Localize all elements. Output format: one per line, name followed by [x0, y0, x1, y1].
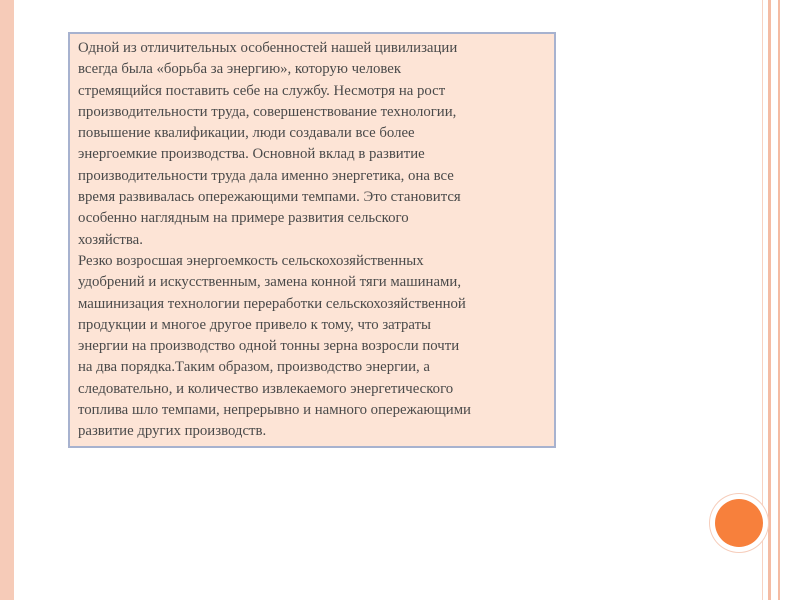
accent-dot-icon	[715, 499, 763, 547]
right-decorative-line	[768, 0, 771, 600]
text-box	[68, 32, 556, 448]
right-decorative-thin-line	[762, 0, 763, 600]
paragraph-2: Резко возросшая энергоемкость сельскохозяйственных удобрений и искусственным, замена конной тяги машинами, машинизация технологии переработки сельскохозяйственной продукции и многое другое привело к тому, что затраты энергии на производство одной тонны зерна возросли почти на два порядка.Таким образом, производство энергии, а следовательно, и количество извлекаемого энергетического топлива шло темпами, непрерывно и намного опережающими развитие других производств.	[78, 252, 471, 440]
left-decorative-stripe	[0, 0, 14, 600]
paragraph-1: Одной из отличительных особенностей нашей цивилизации всегда была «борьба за энергию», которую человек стремящийся поставить себе на службу. Несмотря на рост производительности труда, совершенствование технологии, повышение квалификации, люди создавали все более энергоемкие производства. Основной вклад в развитие производительности труда дала именно энергетика, она все время развивалась опережающими темпами. Это становится особенно наглядным на примере развития сельского хозяйства.	[78, 40, 461, 248]
right-decorative-line-inner	[778, 0, 780, 600]
